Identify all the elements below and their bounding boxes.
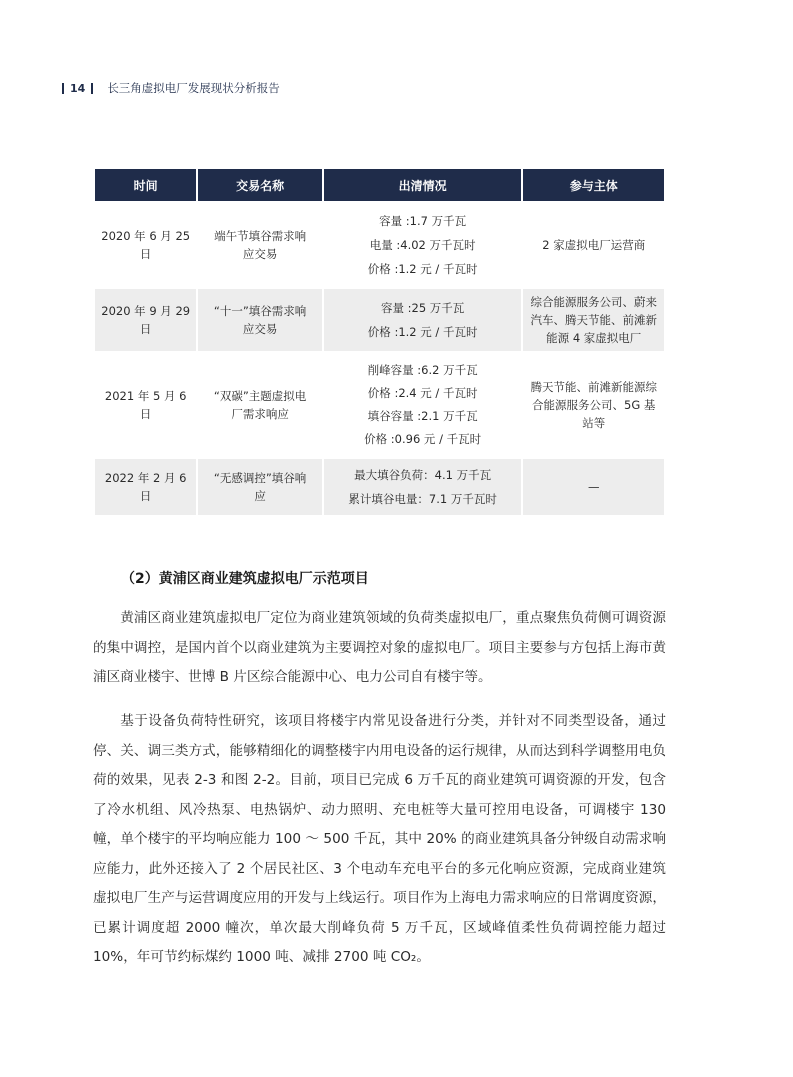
header-time: 时间 [95,169,196,201]
clearing-line: 容量 :1.7 万千瓦 [379,214,467,228]
table-header-row [95,169,664,201]
body-paragraph: 黄浦区商业建筑虚拟电厂定位为商业建筑领域的负荷类虚拟电厂，重点聚焦负荷侧可调资源的集中调控，是国内首个以商业建筑为主要调控对象的虚拟电厂。项目主要参与方包括上海市黄浦区商业楼宇、世博 B 片区综合能源中心、电力公司自有楼宇等。 [93,610,666,685]
table-row [95,353,664,457]
cell-participants: 综合能源服务公司、蔚来汽车、腾天节能、前滩新能源 4 家虚拟电厂 [523,289,664,351]
cell-time: 2022 年 2 月 6 日 [95,459,196,515]
table-row [95,289,664,351]
clearing-line: 电量 :4.02 万千瓦时 [369,238,476,252]
cell-clearing [324,203,522,287]
clearing-line: 累计填谷电量：7.1 万千瓦时 [348,492,497,506]
cell-participants: — [523,459,664,515]
page-number: 14 [70,81,86,95]
clearing-line: 价格 :1.2 元 / 千瓦时 [367,262,478,276]
clearing-line: 填谷容量 :2.1 万千瓦 [367,409,478,423]
report-title: 长三角虚拟电厂发展现状分析报告 [107,81,280,95]
header-bar-right [91,83,93,94]
body-paragraph: 基于设备负荷特性研究，该项目将楼宇内常见设备进行分类，并针对不同类型设备，通过停、关、调三类方式，能够精细化的调整楼宇内用电设备的运行规律，从而达到科学调整用电负荷的效果，见表 2-3 和图 2-2。目前，项目已完成 6 万千瓦的商业建筑可调资源的开发，包含了冷水机组、风冷热泵、电热锅炉、动力照明、充电桩等大量可控用电设备，可调楼宇 130 幢，单个楼宇的平均响应能力 100 ～ 500 千瓦，其中 20% 的商业建筑具备分钟级自动需求响应能力，此外还接入了 2 个居民社区、3 个电动车充电平台的多元化响应资源，完成商业建筑虚拟电厂生产与运营调度应用的开发与上线运行。项目作为上海电力需求响应的日常调度资源，已累计调度超 2000 幢次，单次最大削峰负荷 5 万千瓦，区域峰值柔性负荷调控能力超过 10%，年可节约标煤约 1000 吨、减排 2700 吨 CO₂。 [93,713,666,965]
cell-name: “双碳”主题虚拟电厂需求响应 [198,353,321,457]
cell-name: 端午节填谷需求响应交易 [198,203,321,287]
header-participants: 参与主体 [523,169,664,201]
table-row [95,459,664,515]
running-header [62,78,280,98]
table-row [95,203,664,287]
cell-name: “无感调控”填谷响应 [198,459,321,515]
section-title: （2）黄浦区商业建筑虚拟电厂示范项目 [121,571,369,587]
clearing-line: 削峰容量 :6.2 万千瓦 [367,363,478,377]
clearing-line: 价格 :1.2 元 / 千瓦时 [367,325,478,339]
cell-clearing [324,289,522,351]
clearing-line: 价格 :0.96 元 / 千瓦时 [364,432,482,446]
header-clearing: 出清情况 [324,169,522,201]
cell-participants: 腾天节能、前滩新能源综合能源服务公司、5G 基站等 [523,353,664,457]
cell-participants: 2 家虚拟电厂运营商 [523,203,664,287]
header-bar-left [62,83,64,94]
trading-table [93,169,666,515]
cell-name: “十一”填谷需求响应交易 [198,289,321,351]
cell-clearing [324,353,522,457]
clearing-line: 最大填谷负荷：4.1 万千瓦 [354,468,492,482]
cell-clearing [324,459,522,515]
cell-time: 2020 年 9 月 29 日 [95,289,196,351]
header-name: 交易名称 [198,169,321,201]
clearing-line: 容量 :25 万千瓦 [380,301,465,315]
clearing-line: 价格 :2.4 元 / 千瓦时 [367,386,478,400]
cell-time: 2021 年 5 月 6 日 [95,353,196,457]
cell-time: 2020 年 6 月 25 日 [95,203,196,287]
